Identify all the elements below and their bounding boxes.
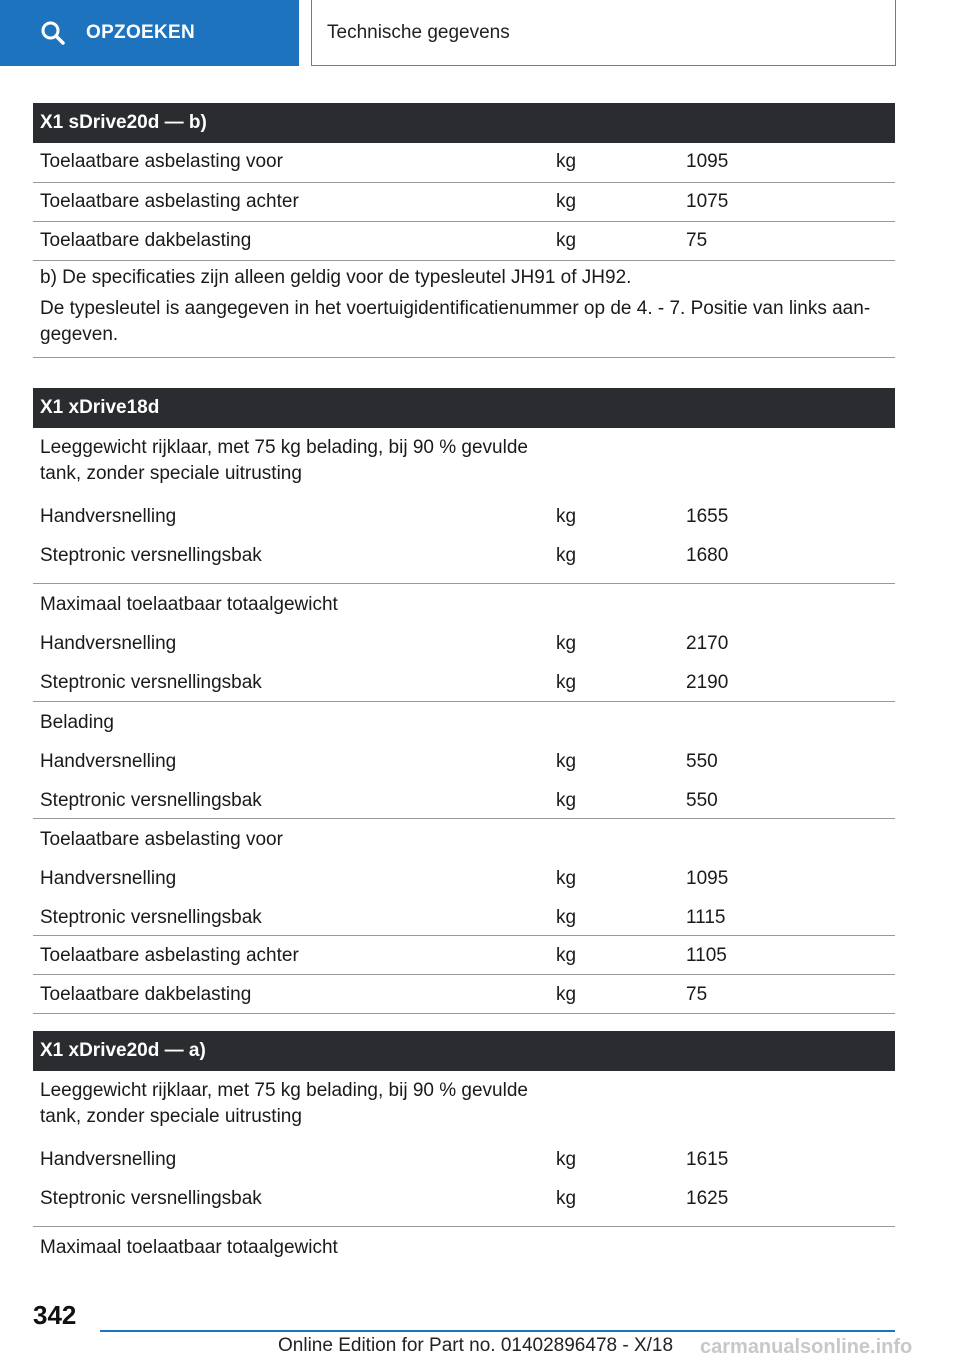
- row-label: Handversnelling: [40, 868, 177, 889]
- row-unit: kg: [556, 984, 577, 1005]
- spec-table-sdrive20d: [33, 103, 895, 358]
- row-label: Maximaal toelaatbaar totaalgewicht: [40, 594, 338, 615]
- row-label: Maximaal toelaatbaar totaalgewicht: [40, 1237, 338, 1258]
- spec-table-xdrive20d: [33, 1031, 895, 1266]
- row-value: 1615: [686, 1149, 729, 1170]
- section-heading: X1 sDrive20d — b): [33, 103, 895, 143]
- footnote-line: b) De specificaties zijn alleen geldig voor de typesleutel JH91 of JH92.: [40, 267, 632, 288]
- table-row: [33, 545, 895, 584]
- group-label: [33, 428, 895, 506]
- group-label: [33, 702, 895, 741]
- row-value: 550: [686, 751, 718, 772]
- table-row: [33, 780, 895, 819]
- row-value: 1680: [686, 545, 729, 566]
- table-row: [33, 936, 895, 975]
- search-icon: [40, 20, 66, 46]
- row-label: Belading: [40, 712, 114, 733]
- row-value: 1105: [686, 945, 727, 966]
- table-row: [33, 222, 895, 261]
- row-unit: kg: [556, 230, 577, 251]
- group-label-line: tank, zonder speciale uitrusting: [40, 1106, 302, 1127]
- page-number: 342: [33, 1300, 77, 1330]
- row-value: 1625: [686, 1188, 729, 1209]
- table-row: [33, 506, 895, 545]
- row-unit: kg: [556, 545, 577, 566]
- row-value: 2190: [686, 672, 729, 693]
- row-value: 1115: [686, 907, 726, 928]
- row-value: 1655: [686, 506, 729, 527]
- row-label: Handversnelling: [40, 506, 177, 527]
- section-heading: X1 xDrive18d: [33, 388, 895, 428]
- table-row: [33, 1149, 895, 1188]
- table-row: [33, 975, 895, 1014]
- row-unit: kg: [556, 672, 577, 693]
- table-row: [33, 858, 895, 897]
- group-label: [33, 584, 895, 623]
- row-label: Steptronic versnellingsbak: [40, 545, 262, 566]
- edition-text: Online Edition for Part no. 01402896478 - X/18: [278, 1335, 674, 1356]
- row-label: Toelaatbare asbelasting voor: [40, 151, 283, 172]
- row-label: Handversnelling: [40, 1149, 177, 1170]
- row-label: Handversnelling: [40, 751, 177, 772]
- row-unit: kg: [556, 506, 577, 527]
- row-unit: kg: [556, 633, 577, 654]
- group-label-line: Leeggewicht rijklaar, met 75 kg belading, bij 90 % gevulde: [40, 437, 528, 458]
- footer-divider: [100, 1330, 895, 1332]
- search-label: OPZOEKEN: [86, 22, 196, 43]
- table-row: [33, 623, 895, 662]
- watermark: carmanualsonline.info: [700, 1336, 913, 1358]
- row-label: Steptronic versnellingsbak: [40, 672, 262, 693]
- row-unit: kg: [556, 751, 577, 772]
- table-row: [33, 662, 895, 702]
- row-value: 550: [686, 790, 718, 811]
- row-label: Toelaatbare asbelasting achter: [40, 191, 299, 212]
- group-label: [33, 1071, 895, 1149]
- table-row: [33, 1188, 895, 1227]
- page-title: Technische gegevens: [311, 0, 896, 66]
- row-value: 75: [686, 230, 708, 251]
- group-label: [33, 1227, 895, 1266]
- row-label: Handversnelling: [40, 633, 177, 654]
- group-label-line: tank, zonder speciale uitrusting: [40, 463, 302, 484]
- row-value: 1095: [686, 868, 729, 889]
- spec-table-xdrive18d: [33, 388, 895, 1014]
- row-label: Steptronic versnellingsbak: [40, 907, 262, 928]
- row-label: Steptronic versnellingsbak: [40, 1188, 262, 1209]
- footnote-line: gegeven.: [40, 324, 119, 345]
- row-label: Toelaatbare asbelasting voor: [40, 829, 283, 850]
- top-bar: [0, 0, 960, 66]
- row-label: Toelaatbare dakbelasting: [40, 230, 252, 251]
- row-label: Steptronic versnellingsbak: [40, 790, 262, 811]
- row-value: 1095: [686, 151, 729, 172]
- row-value: 1075: [686, 191, 729, 212]
- footnote: [33, 261, 895, 358]
- table-row: [33, 183, 895, 222]
- row-label: Toelaatbare dakbelasting: [40, 984, 252, 1005]
- row-unit: kg: [556, 945, 577, 966]
- section-heading: X1 xDrive20d — a): [33, 1031, 895, 1071]
- row-unit: kg: [556, 191, 577, 212]
- row-value: 2170: [686, 633, 729, 654]
- footnote-line: De typesleutel is aangegeven in het voertuigidentificatienummer op de 4. - 7. Positie van links aan-: [40, 298, 871, 319]
- group-label: [33, 819, 895, 858]
- row-label: Toelaatbare asbelasting achter: [40, 945, 299, 966]
- row-unit: kg: [556, 868, 577, 889]
- row-unit: kg: [556, 151, 577, 172]
- row-unit: kg: [556, 790, 577, 811]
- row-unit: kg: [556, 1188, 577, 1209]
- table-row: [33, 143, 895, 183]
- row-unit: kg: [556, 1149, 577, 1170]
- row-value: 75: [686, 984, 708, 1005]
- row-unit: kg: [556, 907, 577, 928]
- group-label-line: Leeggewicht rijklaar, met 75 kg belading, bij 90 % gevulde: [40, 1080, 528, 1101]
- table-row: [33, 897, 895, 936]
- search-button[interactable]: [0, 0, 299, 66]
- table-row: [33, 741, 895, 780]
